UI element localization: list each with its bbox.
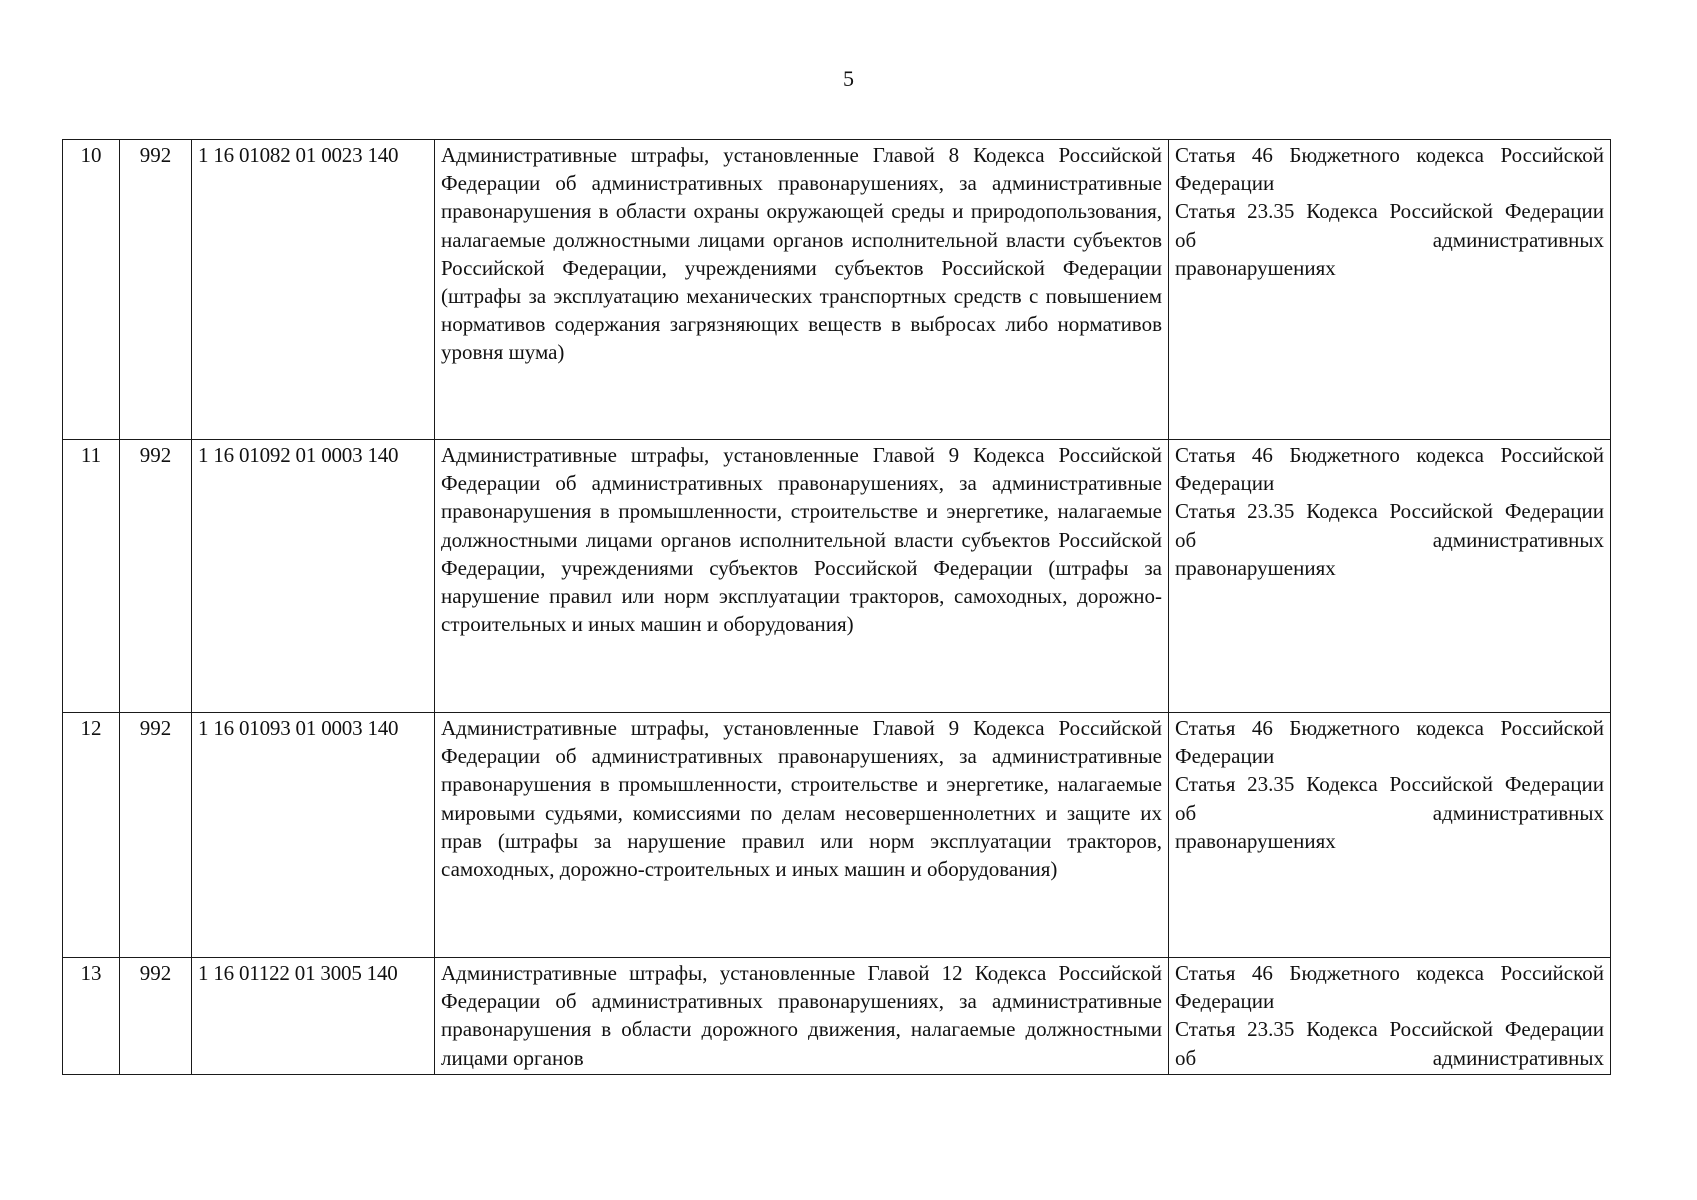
legal-basis-line: правонарушениях xyxy=(1175,255,1336,280)
legal-basis-line: Статья 46 Бюджетного кодекса Российской Федерации xyxy=(1175,443,1604,496)
row-number: 12 xyxy=(63,713,120,958)
table-row xyxy=(63,958,1611,1075)
legal-basis xyxy=(1169,440,1611,713)
row-number: 13 xyxy=(63,958,120,1075)
row-number: 10 xyxy=(63,140,120,440)
legal-basis-line: Статья 23.35 Кодекса Российской Федерации об административных xyxy=(1175,499,1604,552)
legal-basis-line: Статья 23.35 Кодекса Российской Федерации об административных xyxy=(1175,1017,1604,1070)
legal-basis-line: правонарушениях xyxy=(1175,828,1336,853)
table-row xyxy=(63,440,1611,713)
table-row xyxy=(63,713,1611,958)
revenue-description: Административные штрафы, установленные Главой 8 Кодекса Российской Федерации об административных правонарушениях, за административные правонарушения в области охраны окружающей среды и природопользования, налагаемые должностными лицами органов исполнительной власти субъектов Российской Федерации, учреждениями субъектов Российской Федерации (штрафы за эксплуатацию механических транспортных средств с повышением нормативов содержания загрязняющих веществ в выбросах либо нормативов уровня шума) xyxy=(435,140,1169,440)
revenue-description: Административные штрафы, установленные Главой 9 Кодекса Российской Федерации об административных правонарушениях, за административные правонарушения в промышленности, строительстве и энергетике, налагаемые должностными лицами органов исполнительной власти субъектов Российской Федерации, учреждениями субъектов Российской Федерации (штрафы за нарушение правил или норм эксплуатации тракторов, самоходных, дорожно-строительных и иных машин и оборудования) xyxy=(435,440,1169,713)
revenue-description: Административные штрафы, установленные Главой 12 Кодекса Российской Федерации об административных правонарушениях, за административные правонарушения в области дорожного движения, налагаемые должностными лицами органов xyxy=(435,958,1169,1075)
table-row xyxy=(63,140,1611,440)
admin-code: 992 xyxy=(120,440,192,713)
admin-code: 992 xyxy=(120,958,192,1075)
budget-classification-code: 1 16 01093 01 0003 140 xyxy=(192,713,435,958)
legal-basis xyxy=(1169,958,1611,1075)
page-number: 5 xyxy=(843,66,854,91)
admin-code: 992 xyxy=(120,140,192,440)
legal-basis-line: Статья 23.35 Кодекса Российской Федерации об административных xyxy=(1175,772,1604,825)
legal-basis-line: Статья 46 Бюджетного кодекса Российской Федерации xyxy=(1175,716,1604,769)
revenue-codes-table xyxy=(62,139,1611,1075)
budget-classification-code: 1 16 01082 01 0023 140 xyxy=(192,140,435,440)
row-number: 11 xyxy=(63,440,120,713)
legal-basis-line: Статья 46 Бюджетного кодекса Российской Федерации xyxy=(1175,961,1604,1014)
budget-classification-code: 1 16 01092 01 0003 140 xyxy=(192,440,435,713)
revenue-description: Административные штрафы, установленные Главой 9 Кодекса Российской Федерации об административных правонарушениях, за административные правонарушения в промышленности, строительстве и энергетике, налагаемые мировыми судьями, комиссиями по делам несовершеннолетних и защите их прав (штрафы за нарушение правил или норм эксплуатации тракторов, самоходных, дорожно-строительных и иных машин и оборудования) xyxy=(435,713,1169,958)
legal-basis-line: Статья 46 Бюджетного кодекса Российской Федерации xyxy=(1175,143,1604,196)
legal-basis xyxy=(1169,140,1611,440)
legal-basis-line: правонарушениях xyxy=(1175,555,1336,580)
legal-basis xyxy=(1169,713,1611,958)
admin-code: 992 xyxy=(120,713,192,958)
legal-basis-line: Статья 23.35 Кодекса Российской Федерации об административных xyxy=(1175,199,1604,252)
budget-classification-code: 1 16 01122 01 3005 140 xyxy=(192,958,435,1075)
